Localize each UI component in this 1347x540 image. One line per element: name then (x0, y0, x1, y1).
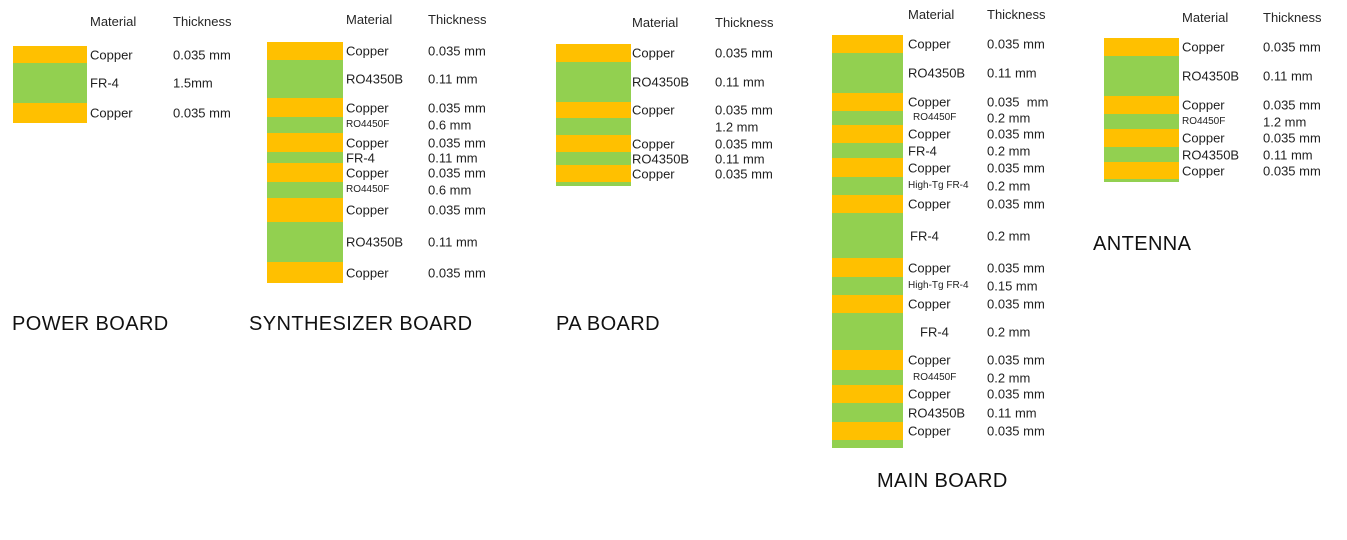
layer-copper (1104, 129, 1179, 147)
layer-fr-4 (267, 152, 343, 163)
thickness-column-header: Thickness (173, 14, 232, 29)
layer-copper (1104, 96, 1179, 114)
layer-copper (1104, 38, 1179, 56)
thickness-label: 0.11 mm (428, 150, 478, 165)
material-column-header: Material (90, 14, 137, 29)
board-title-power-board: POWER BOARD (12, 313, 169, 335)
thickness-label: 0.035 mm (987, 126, 1045, 142)
material-label: Copper (632, 45, 675, 61)
layer-copper (832, 350, 903, 370)
thickness-label: 0.11 mm (987, 405, 1037, 420)
layer-copper (1104, 162, 1179, 179)
thickness-column-header: Thickness (428, 12, 487, 27)
thickness-label: 0.2 mm (987, 370, 1031, 385)
thickness-label: 0.035 mm (1263, 130, 1321, 146)
material-column-header: Material (632, 15, 679, 30)
layer-ro4350b (267, 222, 343, 262)
material-label: Copper (346, 202, 389, 218)
material-label: Copper (908, 296, 951, 312)
layer-copper (556, 102, 631, 118)
material-label: RO4350B (632, 74, 690, 90)
material-label: Copper (908, 160, 951, 175)
thickness-label: 0.035 mm (987, 260, 1045, 275)
thickness-label: 0.11 mm (715, 151, 765, 166)
layer-ro4450f (832, 370, 903, 385)
material-label: FR-4 (908, 143, 937, 158)
layer-fr-4 (832, 213, 903, 258)
thickness-label: 0.035 mm (428, 100, 486, 115)
thickness-label: 0.035 mm (173, 105, 231, 121)
material-label: Copper (908, 386, 951, 402)
board-title-synthesizer-board: SYNTHESIZER BOARD (249, 313, 473, 335)
thickness-column-header: Thickness (987, 7, 1046, 22)
layer-high-tg-fr-4 (832, 177, 903, 195)
layer-dielectric (556, 182, 631, 186)
material-label: FR-4 (346, 150, 375, 165)
thickness-label: 0.2 mm (987, 228, 1031, 243)
layer-ro4350b (1104, 147, 1179, 162)
layer-copper (832, 125, 903, 143)
material-label: Copper (1182, 130, 1225, 146)
layer-copper (832, 35, 903, 53)
layer-ro4350b (556, 152, 631, 165)
material-label: RO4350B (346, 234, 404, 250)
layer-copper (832, 385, 903, 403)
thickness-label: 0.035 mm (987, 196, 1045, 212)
material-label: RO4350B (1182, 68, 1240, 84)
material-label: Copper (346, 135, 389, 150)
thickness-label: 0.035 mm (715, 136, 773, 151)
layer-ro4350b (832, 403, 903, 422)
thickness-label: 0.11 mm (987, 65, 1037, 81)
material-label: Copper (1182, 97, 1225, 113)
layer-copper (267, 198, 343, 222)
material-label: RO4350B (908, 65, 966, 81)
thickness-label: 0.11 mm (1263, 147, 1313, 162)
material-label: Copper (908, 352, 951, 368)
material-label: Copper (632, 102, 675, 118)
material-label: Copper (346, 265, 389, 280)
material-label: Copper (90, 47, 133, 62)
material-label: Copper (908, 423, 951, 439)
layer-copper (13, 103, 87, 123)
material-label: FR-4 (90, 75, 119, 91)
thickness-label: 0.6 mm (428, 182, 472, 198)
thickness-label: 0.15 mm (987, 278, 1038, 294)
material-label: Copper (908, 196, 951, 212)
layer-dielectric (556, 118, 631, 135)
material-label: Copper (346, 165, 389, 180)
layer-copper (832, 93, 903, 111)
thickness-label: 0.035 mm (987, 94, 1049, 110)
material-label: Copper (908, 260, 951, 275)
thickness-label: 0.035 mm (715, 45, 773, 61)
layer-ro4450f (832, 111, 903, 125)
material-label: RO4450F (913, 112, 957, 123)
layer-dielectric (1104, 179, 1179, 182)
material-label: RO4450F (346, 184, 390, 195)
material-label: RO4350B (908, 405, 966, 420)
thickness-label: 0.035 mm (987, 160, 1045, 175)
layer-fr-4 (832, 143, 903, 158)
material-label: RO4350B (1182, 147, 1240, 162)
material-column-header: Material (1182, 10, 1229, 25)
material-label: High-Tg FR-4 (908, 180, 969, 191)
material-label: FR-4 (910, 228, 939, 243)
layer-copper (832, 422, 903, 440)
layer-copper (267, 42, 343, 60)
layer-copper (832, 295, 903, 313)
layer-ro4450f (267, 182, 343, 198)
material-label: Copper (908, 94, 951, 110)
layer-copper (267, 98, 343, 117)
material-label: FR-4 (920, 324, 949, 339)
layer-ro4350b (832, 53, 903, 93)
material-label: RO4350B (632, 151, 690, 166)
thickness-label: 0.035 mm (987, 386, 1045, 402)
thickness-label: 0.6 mm (428, 117, 472, 133)
layer-copper (832, 158, 903, 177)
material-label: Copper (908, 126, 951, 142)
layer-copper (267, 262, 343, 283)
material-label: Copper (632, 166, 675, 181)
thickness-label: 0.035 mm (987, 296, 1045, 312)
thickness-label: 0.11 mm (715, 74, 765, 90)
thickness-label: 0.035 mm (1263, 97, 1321, 113)
material-label: RO4450F (1182, 115, 1226, 127)
material-label: Copper (632, 136, 675, 151)
layer-copper (556, 165, 631, 182)
material-column-header: Material (346, 12, 393, 27)
thickness-label: 0.035 mm (173, 47, 231, 62)
thickness-label: 0.035 mm (987, 36, 1045, 52)
thickness-label: 1.2 mm (715, 119, 759, 134)
material-label: Copper (908, 36, 951, 52)
layer-fr-4 (13, 63, 87, 103)
material-label: Copper (346, 43, 389, 59)
thickness-label: 0.2 mm (987, 110, 1031, 126)
layer-copper (832, 195, 903, 213)
layer-fr-4 (832, 313, 903, 350)
layer-copper (13, 46, 87, 63)
material-label: High-Tg FR-4 (908, 280, 969, 291)
layer-ro4450f (267, 117, 343, 133)
material-column-header: Material (908, 7, 955, 22)
thickness-label: 0.035 mm (428, 202, 486, 218)
material-label: RO4350B (346, 71, 404, 87)
material-label: Copper (1182, 163, 1225, 178)
thickness-label: 0.035 mm (987, 423, 1045, 439)
thickness-label: 0.035 mm (428, 135, 486, 150)
thickness-label: 0.11 mm (1263, 68, 1313, 84)
layer-copper (556, 44, 631, 62)
thickness-label: 0.2 mm (987, 143, 1031, 158)
board-title-pa-board: PA BOARD (556, 313, 660, 335)
thickness-label: 0.11 mm (428, 71, 478, 87)
layer-ro4350b (1104, 56, 1179, 96)
thickness-label: 0.035 mm (715, 102, 773, 118)
layer-copper (832, 258, 903, 277)
layer-copper (556, 135, 631, 152)
layer-ro4350b (267, 60, 343, 98)
layer-ro4350b (556, 62, 631, 102)
thickness-label: 0.035 mm (428, 43, 486, 59)
material-label: Copper (346, 100, 389, 115)
material-label: RO4450F (346, 119, 390, 130)
thickness-label: 1.2 mm (1263, 114, 1307, 129)
material-label: RO4450F (913, 371, 957, 383)
thickness-column-header: Thickness (715, 15, 774, 30)
thickness-label: 0.035 mm (1263, 39, 1321, 55)
thickness-label: 0.035 mm (987, 352, 1045, 368)
layer-ro4450f (1104, 114, 1179, 129)
layer-dielectric (832, 440, 903, 448)
thickness-label: 0.11 mm (428, 234, 478, 250)
board-title-antenna: ANTENNA (1093, 233, 1192, 255)
material-label: Copper (90, 105, 133, 121)
thickness-label: 0.035 mm (1263, 163, 1321, 178)
thickness-label: 0.2 mm (987, 324, 1031, 339)
thickness-label: 0.2 mm (987, 178, 1031, 194)
layer-high-tg-fr-4 (832, 277, 903, 295)
material-label: Copper (1182, 39, 1225, 55)
board-title-main-board: MAIN BOARD (877, 470, 1008, 492)
thickness-label: 0.035 mm (428, 265, 486, 280)
layer-copper (267, 133, 343, 152)
thickness-column-header: Thickness (1263, 10, 1322, 25)
layer-copper (267, 163, 343, 182)
thickness-label: 0.035 mm (715, 166, 773, 181)
thickness-label: 1.5mm (173, 75, 213, 91)
thickness-label: 0.035 mm (428, 165, 486, 180)
